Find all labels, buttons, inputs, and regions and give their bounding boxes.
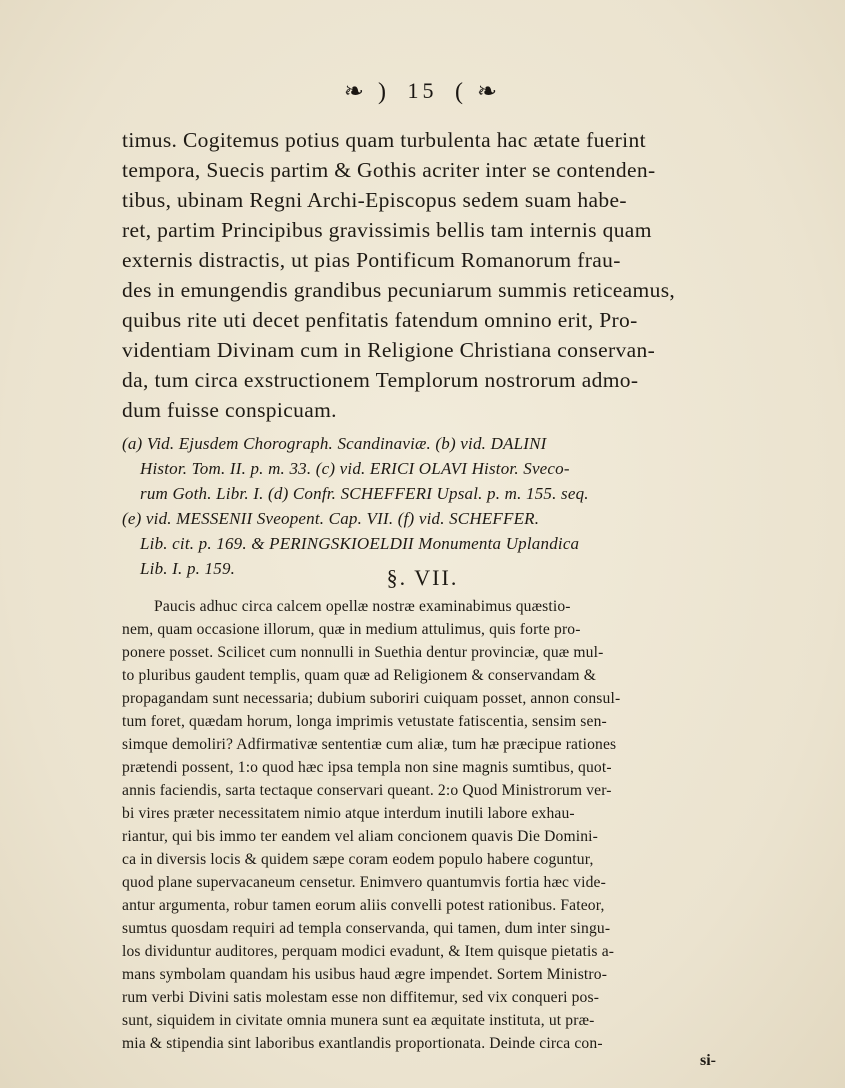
section-line: riantur, qui bis immo ter eandem vel aliam concionem quavis Die Domini- (122, 828, 598, 845)
section-line: rum verbi Divini satis molestam esse non diffitemur, sed vix conqueri pos- (122, 989, 600, 1006)
section-line: sumtus quosdam requiri ad templa conservanda, qui tamen, dum inter singu- (122, 920, 611, 937)
section-line: Paucis adhuc circa calcem opellæ nostræ examinabimus quæstio- (154, 598, 571, 615)
footnote-line: Lib. cit. p. 169. & PERINGSKIOELDII Monumenta Uplandica (140, 534, 580, 553)
section-line: mans symbolam quandam his usibus haud ægre impendet. Sortem Ministro- (122, 966, 608, 983)
section-line: to pluribus gaudent templis, quam quæ ad Religionem & conservandam & (122, 667, 597, 684)
section-line: tum foret, quædam horum, longa imprimis vetustate fatiscentia, sensim sen- (122, 713, 607, 730)
body-line: tempora, Suecis partim & Gothis acriter inter se contenden- (122, 158, 656, 182)
section-line: quod plane supervacaneum censetur. Enimvero quantumvis fortia hæc vide- (122, 874, 606, 891)
section-line: ponere posset. Scilicet cum nonnulli in Suethia dentur provinciæ, quæ mul- (122, 644, 604, 661)
section-line: propagandam sunt necessaria; dubium suboriri cuiquam posset, annon consul- (122, 690, 621, 707)
section-line: ca in diversis locis & quidem sæpe coram eodem populo habere coguntur, (122, 851, 594, 868)
footnote-line: (a) Vid. Ejusdem Chorograph. Scandinaviæ. (b) vid. DALINI (122, 434, 547, 453)
body-line: timus. Cogitemus potius quam turbulenta hac ætate fuerint (122, 128, 646, 152)
section-line: bi vires præter necessitatem nimio atque interdum inutili labore exhau- (122, 805, 575, 822)
body-line: dum fuisse conspicuam. (122, 398, 337, 422)
section-line: antur argumenta, robur tamen eorum aliis convelli potest rationibus. Fateor, (122, 897, 605, 914)
section-line: simque demoliri? Adfirmativæ sententiæ cum aliæ, tum hæ præcipue rationes (122, 736, 617, 753)
body-line: tibus, ubinam Regni Archi-Episcopus sedem suam habe- (122, 188, 627, 212)
footnote-line: rum Goth. Libr. I. (d) Confr. SCHEFFERI Upsal. p. m. 155. seq. (140, 484, 589, 503)
catchword: si- (700, 1052, 716, 1069)
body-line: ret, partim Principibus gravissimis bellis tam internis quam (122, 218, 652, 242)
footnote-line: (e) vid. MESSENII Sveopent. Cap. VII. (f) vid. SCHEFFER. (122, 509, 540, 528)
section-line: nem, quam occasione illorum, quæ in medium attulimus, quis forte pro- (122, 621, 581, 638)
body-line: quibus rite uti decet penfitatis fatendum omnino erit, Pro- (122, 308, 638, 332)
section-line: annis faciendis, sarta tectaque conservari queant. 2:o Quod Ministrorum ver- (122, 782, 612, 799)
body-line: des in emungendis grandibus pecuniarum summis reticeamus, (122, 278, 676, 302)
section-line: los dividuntur auditores, perquam modici evadunt, & Item quisque pietatis a- (122, 943, 615, 960)
right-ornament: ( ❧ (455, 78, 502, 105)
page-number: 15 (407, 78, 438, 104)
body-line: da, tum circa exstructionem Templorum nostrorum admo- (122, 368, 639, 392)
footnote-line: Histor. Tom. II. p. m. 33. (c) vid. ERICI OLAVI Histor. Sveco- (140, 459, 570, 478)
section-line: sunt, siquidem in civitate omnia munera sunt ea æquitate instituta, ut præ- (122, 1012, 595, 1029)
body-line: videntiam Divinam cum in Religione Christiana conservan- (122, 338, 656, 362)
body-line: externis distractis, ut pias Pontificum Romanorum frau- (122, 248, 621, 272)
section-heading: §. VII. (386, 565, 459, 590)
footnote-line: Lib. I. p. 159. (140, 559, 236, 578)
section-line: prætendi possent, 1:o quod hæc ipsa templa non sine magnis sumtibus, quot- (122, 759, 612, 776)
section-line: mia & stipendia sint laboribus exantlandis proportionata. Deinde circa con- (122, 1035, 603, 1052)
left-ornament: ❧ ) (343, 78, 390, 105)
page-header (0, 72, 845, 106)
